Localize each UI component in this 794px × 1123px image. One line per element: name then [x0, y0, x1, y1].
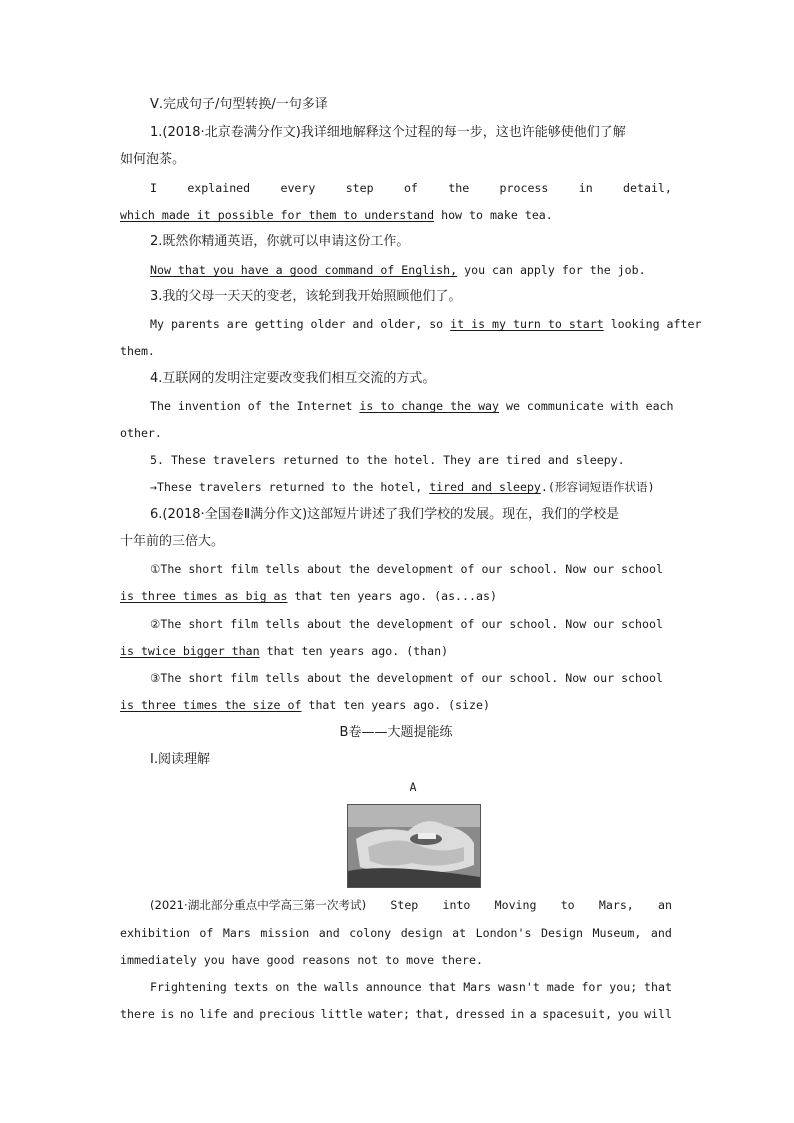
- word: that: [644, 980, 672, 994]
- word: Museum,: [592, 926, 642, 940]
- passage-line-4: [150, 979, 672, 995]
- q1-prompt-cont: 如何泡茶。: [120, 152, 186, 167]
- section-heading: Ⅴ.完成句子/句型转换/一句多译: [150, 97, 328, 112]
- q6-item-3-answer: is three times the size of: [120, 698, 302, 712]
- word: to: [560, 898, 575, 912]
- q4-cont: other.: [120, 426, 162, 440]
- word: in: [578, 181, 593, 195]
- word: of: [403, 181, 418, 195]
- word: texts: [233, 980, 269, 994]
- q6-item-1-answer: is three times as big as: [120, 589, 288, 603]
- q4-prompt: 4.互联网的发明注定要改变我们相互交流的方式。: [150, 371, 436, 386]
- word: the: [296, 980, 318, 994]
- word: an: [657, 898, 672, 912]
- q5-prompt: 5. These travelers returned to the hotel. They are tired and sleepy.: [150, 453, 625, 467]
- word: design: [400, 926, 443, 940]
- word: wasn't: [497, 980, 540, 994]
- word: Mars: [222, 926, 251, 940]
- word: detail,: [623, 181, 672, 195]
- q6-item-2-tail: that ten years ago. (than): [259, 644, 449, 658]
- word: of: [199, 926, 214, 940]
- word: and: [318, 926, 340, 940]
- word: London's: [475, 926, 532, 940]
- passage-line-2: [120, 925, 672, 941]
- word: precious: [259, 1007, 316, 1021]
- q2-answer-line: [150, 262, 646, 278]
- q5-tail: .(形容词短语作状语): [540, 480, 655, 494]
- word: Mars: [463, 980, 492, 994]
- word: colony: [349, 926, 392, 940]
- word: that: [428, 980, 457, 994]
- q4-answer: is to change the way: [359, 399, 500, 413]
- passage-line-5: [120, 1006, 672, 1022]
- word: spacesuit,: [542, 1007, 613, 1021]
- word: is: [160, 1007, 175, 1021]
- q6-item-3-answer-line: [120, 697, 490, 713]
- passage-label: A: [409, 780, 417, 794]
- word: the: [448, 181, 470, 195]
- word: explained: [187, 181, 251, 195]
- word: and: [650, 926, 672, 940]
- q5-answer-line: [150, 479, 655, 495]
- q4-answer-line: [150, 398, 674, 414]
- q6-item-3-lead: ③The short film tells about the development of our school. Now our school: [150, 671, 663, 685]
- q6-prompt: 6.(2018·全国卷Ⅱ满分作文)这部短片讲述了我们学校的发展。现在，我们的学校是: [150, 507, 620, 522]
- q2-answer: Now that you have a good command of English,: [150, 263, 458, 277]
- word: Mars,: [598, 898, 634, 912]
- word: step: [345, 181, 374, 195]
- word: Design: [541, 926, 583, 940]
- q4-lead: The invention of the Internet: [150, 399, 360, 413]
- q1-answer: which made it possible for them to understand: [120, 208, 435, 222]
- part-b-title: B卷——大题提能练: [339, 725, 453, 740]
- q6-prompt-cont: 十年前的三倍大。: [120, 534, 225, 549]
- q3-cont: them.: [120, 344, 155, 358]
- q6-item-1-answer-line: [120, 588, 497, 604]
- word: you: [617, 1007, 639, 1021]
- word: and: [232, 1007, 254, 1021]
- q6-item-1-lead: ①The short film tells about the development of our school. Now our school: [150, 562, 663, 576]
- q4-tail: we communicate with each: [499, 399, 674, 413]
- q6-item-3-tail: that ten years ago. (size): [301, 698, 490, 712]
- word: I: [150, 181, 157, 195]
- word: you;: [609, 980, 638, 994]
- q1-answer-line: [120, 207, 553, 223]
- word: every: [280, 181, 316, 195]
- word: at: [452, 926, 467, 940]
- q5-answer: tired and sleepy: [429, 480, 541, 494]
- q1-prompt: 1.(2018·北京卷满分作文)我详细地解释这个过程的每一步，这也许能够使他们了解: [150, 125, 626, 140]
- word: for: [581, 980, 603, 994]
- word: on: [275, 980, 290, 994]
- q6-item-2-answer: is twice bigger than: [120, 644, 260, 658]
- word: will: [644, 1007, 672, 1021]
- word: exhibition: [120, 926, 190, 940]
- q1-tail: how to make tea.: [434, 208, 553, 222]
- word: Frightening: [150, 980, 227, 994]
- q3-prompt: 3.我的父母一天天的变老，该轮到我开始照顾他们了。: [150, 289, 462, 304]
- section-reading-heading: Ⅰ.阅读理解: [150, 752, 210, 767]
- q3-answer-line: [150, 316, 701, 332]
- word: no: [179, 1007, 194, 1021]
- word: that,: [415, 1007, 451, 1021]
- q6-item-2-answer-line: [120, 643, 448, 659]
- mars-model-illustration: [348, 805, 480, 887]
- word: Step: [390, 898, 419, 912]
- word: water;: [368, 1007, 410, 1021]
- q2-prompt: 2.既然你精通英语，你就可以申请这份工作。: [150, 234, 410, 249]
- word: dressed: [455, 1007, 505, 1021]
- word: into: [442, 898, 471, 912]
- word: mission: [260, 926, 310, 940]
- word: a: [529, 1007, 537, 1021]
- word: life: [199, 1007, 228, 1021]
- q3-answer: it is my turn to start: [450, 317, 604, 331]
- q5-lead: →These travelers returned to the hotel,: [150, 480, 430, 494]
- word: Moving: [494, 898, 537, 912]
- word: process: [499, 181, 549, 195]
- word: in: [510, 1007, 525, 1021]
- word: there: [120, 1007, 155, 1021]
- q2-tail: you can apply for the job.: [457, 263, 646, 277]
- exhibition-photo: [347, 804, 481, 888]
- passage-source: (2021·湖北部分重点中学高三第一次考试): [150, 898, 367, 912]
- q6-item-2-lead: ②The short film tells about the development of our school. Now our school: [150, 617, 663, 631]
- q1-justified-line: [150, 180, 672, 196]
- passage-line-3: immediately you have good reasons not to move there.: [120, 953, 483, 967]
- word: walls: [323, 980, 359, 994]
- q3-lead: My parents are getting older and older, so: [150, 317, 451, 331]
- q3-tail: looking after: [603, 317, 702, 331]
- word: little: [320, 1007, 363, 1021]
- q6-item-1-tail: that ten years ago. (as...as): [287, 589, 497, 603]
- word: announce: [365, 980, 422, 994]
- passage-line-1: [150, 897, 672, 913]
- word: made: [546, 980, 575, 994]
